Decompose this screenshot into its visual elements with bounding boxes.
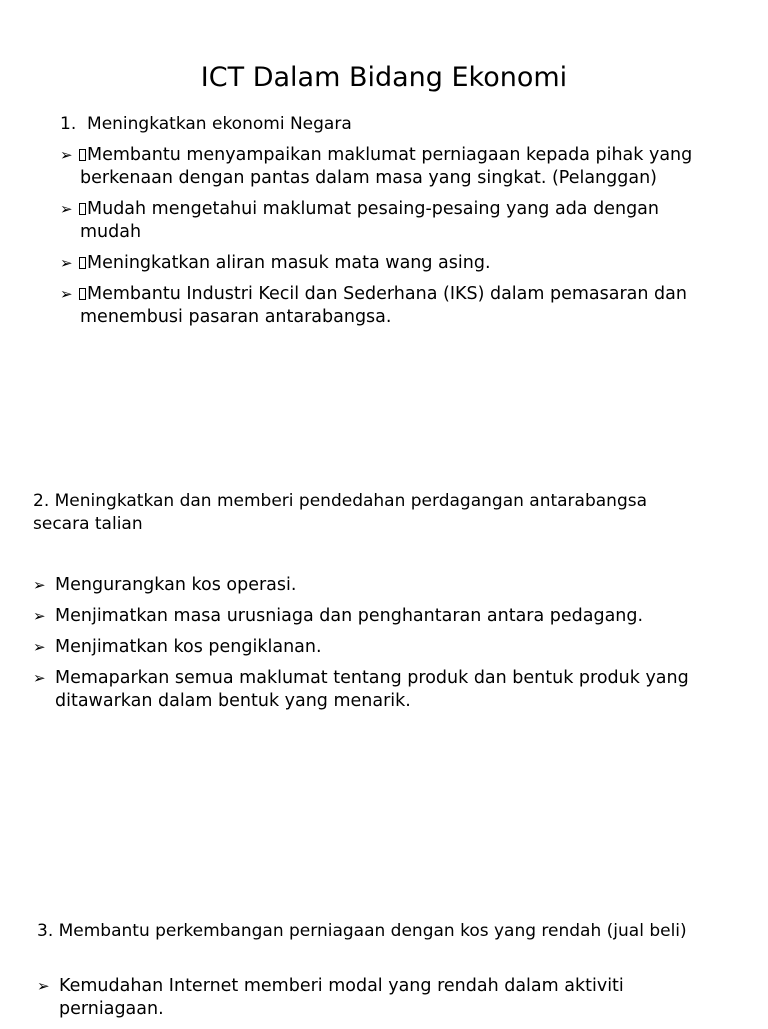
section-3-list — [37, 975, 727, 1029]
arrow-bullet-icon: ➢ — [33, 607, 46, 625]
arrow-bullet-icon: ➢ — [60, 254, 73, 272]
arrow-bullet-icon: ➢ — [60, 146, 73, 164]
arrow-bullet-icon: ➢ — [33, 576, 46, 594]
section-2-heading: 2. Meningkatkan dan memberi pendedahan perdagangan antarabangsa secara talian — [33, 491, 653, 534]
arrow-bullet-icon: ➢ — [60, 285, 73, 303]
arrow-bullet-icon: ➢ — [33, 669, 46, 687]
missing-glyph-icon — [79, 149, 86, 161]
list-item-text: Mudah mengetahui maklumat pesaing-pesaing yang ada dengan mudah — [80, 199, 659, 242]
list-item-text: Membantu menyampaikan maklumat perniagaan kepada pihak yang berkenaan dengan pantas dalam masa yang singkat. (Pelanggan) — [80, 145, 693, 188]
list-item-text: Menjimatkan kos pengiklanan. — [55, 637, 322, 657]
list-item — [60, 283, 720, 329]
section-1-list — [60, 144, 720, 337]
section-2-list — [33, 574, 723, 721]
section-1-heading: 1. Meningkatkan ekonomi Negara — [60, 114, 352, 134]
arrow-bullet-icon: ➢ — [33, 638, 46, 656]
list-item — [60, 252, 720, 275]
list-item — [33, 636, 723, 659]
section-3-heading: 3. Membantu perkembangan perniagaan dengan kos yang rendah (jual beli) — [37, 921, 687, 941]
list-item-text: Kemudahan Internet memberi modal yang rendah dalam aktiviti perniagaan. — [59, 976, 624, 1019]
missing-glyph-icon — [79, 203, 86, 215]
missing-glyph-icon — [79, 288, 86, 300]
list-item-text: Memaparkan semua maklumat tentang produk dan bentuk produk yang ditawarkan dalam bentuk yang menarik. — [55, 668, 689, 711]
arrow-bullet-icon: ➢ — [60, 200, 73, 218]
list-item — [60, 144, 720, 190]
document-title: ICT Dalam Bidang Ekonomi — [200, 62, 568, 93]
list-item-text: Mengurangkan kos operasi. — [55, 575, 297, 595]
list-item — [60, 198, 720, 244]
list-item-text: Meningkatkan aliran masuk mata wang asing. — [87, 253, 491, 273]
list-item — [37, 975, 727, 1021]
arrow-bullet-icon: ➢ — [37, 977, 50, 995]
list-item — [33, 605, 723, 628]
missing-glyph-icon — [79, 257, 86, 269]
list-item-text: Menjimatkan masa urusniaga dan penghantaran antara pedagang. — [55, 606, 644, 626]
list-item — [33, 574, 723, 597]
list-item — [33, 667, 723, 713]
list-item-text: Membantu Industri Kecil dan Sederhana (IKS) dalam pemasaran dan menembusi pasaran antarabangsa. — [80, 284, 687, 327]
